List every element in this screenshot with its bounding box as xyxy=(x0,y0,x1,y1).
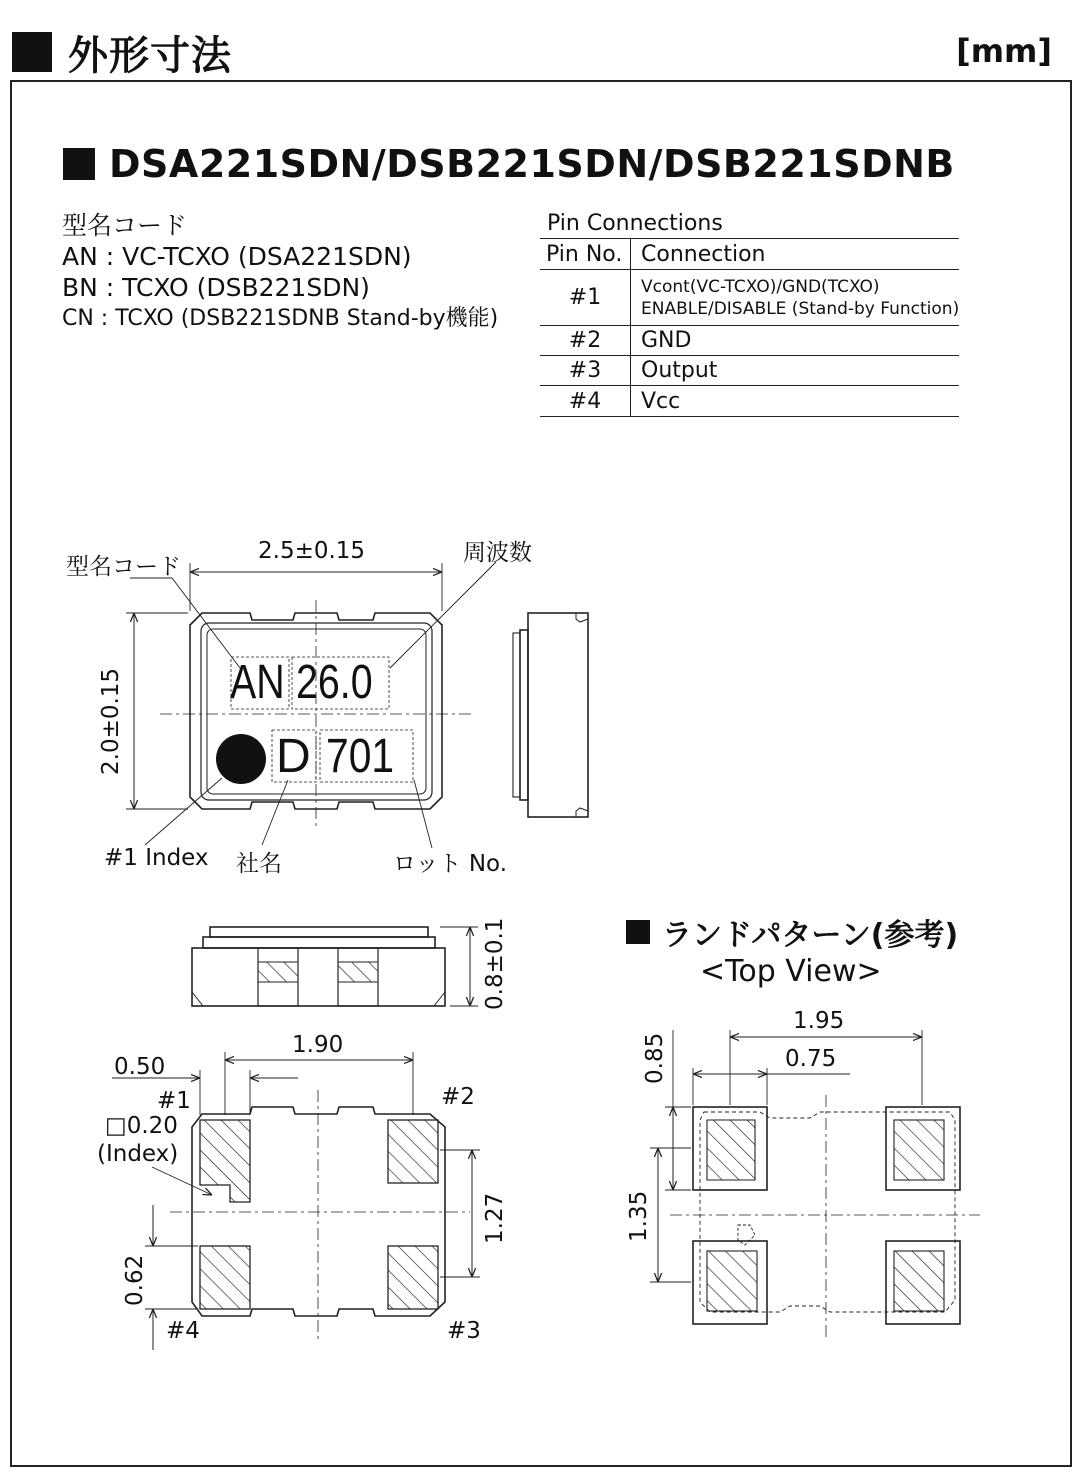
pin-label-3: #3 xyxy=(447,1318,481,1344)
marking-company: D xyxy=(276,730,311,783)
pin-no: #2 xyxy=(540,326,631,356)
pin-label-2: #2 xyxy=(441,1084,475,1110)
type-code-an: AN : VC-TCXO (DSA221SDN) xyxy=(62,242,412,271)
index-dot-icon xyxy=(216,734,266,784)
type-code-heading: 型名コード xyxy=(62,211,188,240)
pin-no: #4 xyxy=(540,386,631,417)
connection-header: Connection xyxy=(631,239,960,270)
dim-thickness: 0.8±0.1 xyxy=(482,917,508,1010)
square-bullet-icon xyxy=(626,920,650,944)
dim-height: 2.0±0.15 xyxy=(98,667,124,775)
land-pattern-title-text: ランドパターン(参考) xyxy=(662,918,959,953)
front-view xyxy=(192,927,478,1006)
land-dim-pitch-y: 1.35 xyxy=(626,1190,652,1242)
label-type-code: 型名コード xyxy=(66,554,181,580)
unit-label: [mm] xyxy=(956,32,1052,70)
dim-pad-width: 0.50 xyxy=(114,1054,166,1080)
connection-line: Vcont(VC-TCXO)/GND(TCXO) xyxy=(641,276,880,297)
land-dim-pitch-x: 1.95 xyxy=(793,1008,845,1034)
pin-label-1: #1 xyxy=(157,1088,191,1114)
land-pattern-title xyxy=(626,910,958,954)
connection-cell: GND xyxy=(631,326,960,356)
side-view xyxy=(513,613,588,817)
label-index: #1 Index xyxy=(104,845,209,871)
dim-width: 2.5±0.15 xyxy=(258,538,366,564)
type-code-cn: CN : TCXO (DSB221SDNB Stand-by機能) xyxy=(62,306,499,331)
connection-cell: Output xyxy=(631,356,960,386)
pin-no: #3 xyxy=(540,356,631,386)
dim-pad-height: 0.62 xyxy=(122,1254,148,1306)
index-size: □0.20 xyxy=(105,1113,178,1139)
dim-pitch-x: 1.90 xyxy=(292,1032,344,1058)
marking-code: AN xyxy=(230,656,285,709)
page-title-text: 外形寸法 xyxy=(68,32,232,79)
model-name: DSA221SDN/DSB221SDN/DSB221SDNB xyxy=(109,142,955,186)
land-dim-pad-width: 0.75 xyxy=(785,1046,837,1072)
connection-cell: Vcc xyxy=(631,386,960,417)
label-frequency: 周波数 xyxy=(463,540,532,566)
pin-no: #1 xyxy=(540,270,631,326)
label-company: 社名 xyxy=(236,851,282,877)
land-pattern-subtitle: <Top View> xyxy=(700,954,882,989)
pin-table-title: Pin Connections xyxy=(547,211,723,236)
index-label: (Index) xyxy=(97,1141,179,1167)
land-dim-pad-height: 0.85 xyxy=(642,1032,668,1084)
marking-frequency: 26.0 xyxy=(296,656,373,709)
pin-no-header: Pin No. xyxy=(540,239,631,270)
land-pattern-drawing xyxy=(650,1030,980,1340)
pin-label-4: #4 xyxy=(166,1318,200,1344)
marking-lot: 701 xyxy=(326,730,395,783)
type-code-bn: BN : TCXO (DSB221SDN) xyxy=(62,273,370,302)
connection-line: ENABLE/DISABLE (Stand-by Function) xyxy=(641,298,960,319)
dim-pitch-y: 1.27 xyxy=(482,1192,508,1244)
label-lot: ロット No. xyxy=(393,851,508,877)
